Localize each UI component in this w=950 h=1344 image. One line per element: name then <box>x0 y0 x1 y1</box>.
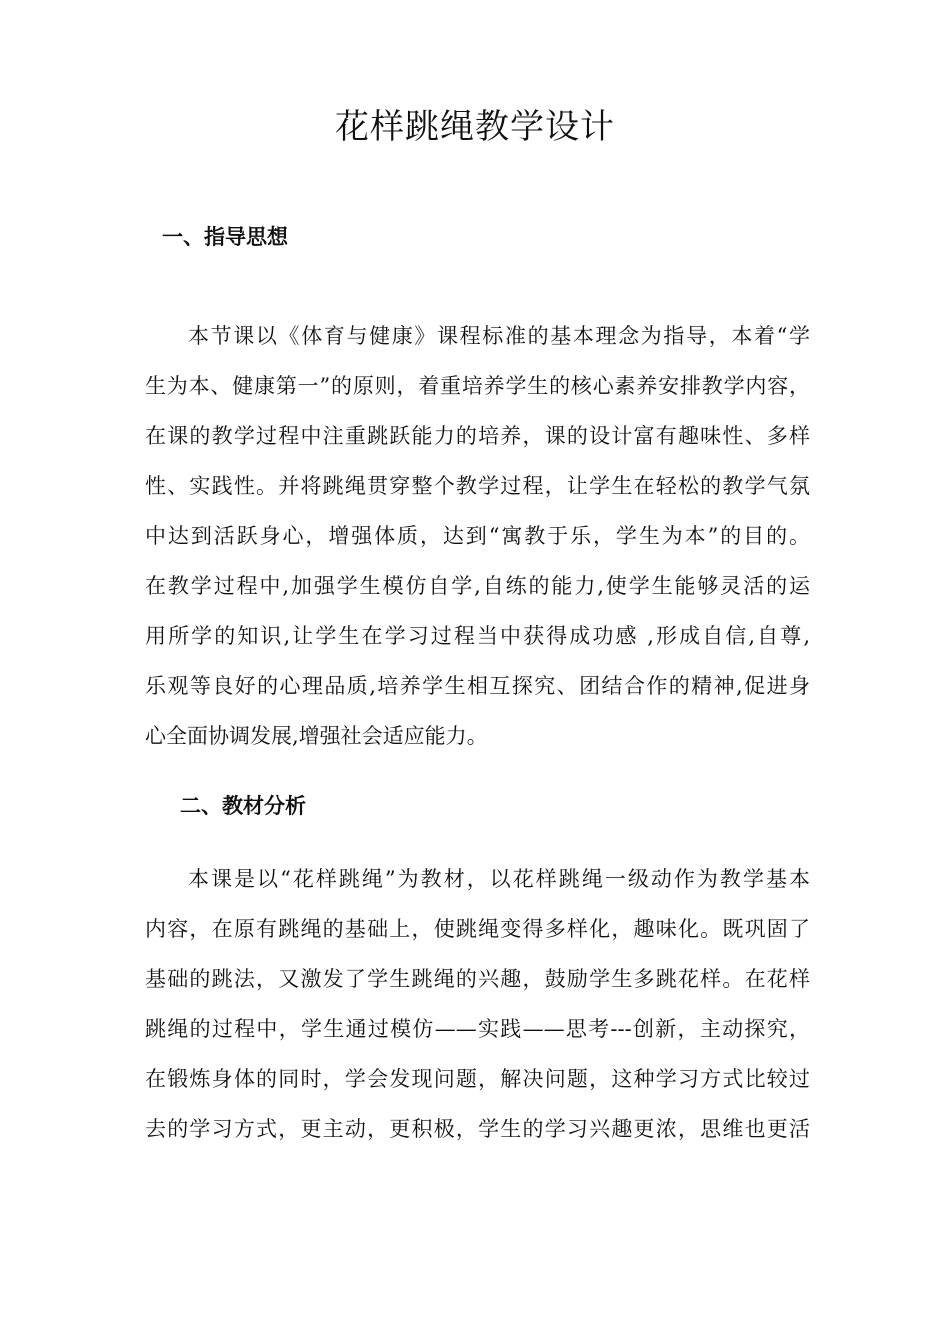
text-line: 跳绳的过程中，学生通过模仿——实践——思考---创新，主动探究， <box>145 1017 810 1041</box>
text-line: 基础的跳法，又激发了学生跳绳的兴趣，鼓励学生多跳花样。在花样 <box>145 967 810 991</box>
text-line: 性、实践性。并将跳绳贯穿整个教学过程，让学生在轻松的教学气氛 <box>145 474 810 498</box>
text-line: 用所学的知识,让学生在学习过程当中获得成功感 ,形成自信,自尊, <box>145 624 810 648</box>
text-line: 本课是以“花样跳绳”为教材，以花样跳绳一级动作为教学基本 <box>188 867 810 891</box>
section-heading-guiding-ideology: 一、指导思想 <box>162 224 288 249</box>
text-line: 在课的教学过程中注重跳跃能力的培养，课的设计富有趣味性、多样 <box>145 424 810 448</box>
text-line: 心全面协调发展,增强社会适应能力。 <box>145 724 488 748</box>
text-line: 本节课以《体育与健康》课程标准的基本理念为指导，本着“学 <box>188 324 810 348</box>
document-title: 花样跳绳教学设计 <box>335 107 615 147</box>
text-line: 去的学习方式，更主动，更积极，学生的学习兴趣更浓，思维也更活 <box>145 1117 810 1141</box>
text-line: 乐观等良好的心理品质,培养学生相互探究、团结合作的精神,促进身 <box>145 674 810 698</box>
text-line: 中达到活跃身心，增强体质，达到“寓教于乐，学生为本”的目的。 <box>145 524 810 548</box>
text-line: 内容，在原有跳绳的基础上，使跳绳变得多样化，趣味化。既巩固了 <box>145 917 810 941</box>
text-line: 生为本、健康第一”的原则，着重培养学生的核心素养安排教学内容， <box>145 374 810 398</box>
paragraph-guiding-ideology <box>145 311 810 761</box>
paragraph-material-analysis <box>145 854 810 1154</box>
section-heading-material-analysis: 二、教材分析 <box>180 793 306 818</box>
text-line: 在教学过程中,加强学生模仿自学,自练的能力,使学生能够灵活的运 <box>145 574 810 598</box>
text-line: 在锻炼身体的同时，学会发现问题，解决问题，这种学习方式比较过 <box>145 1067 810 1091</box>
